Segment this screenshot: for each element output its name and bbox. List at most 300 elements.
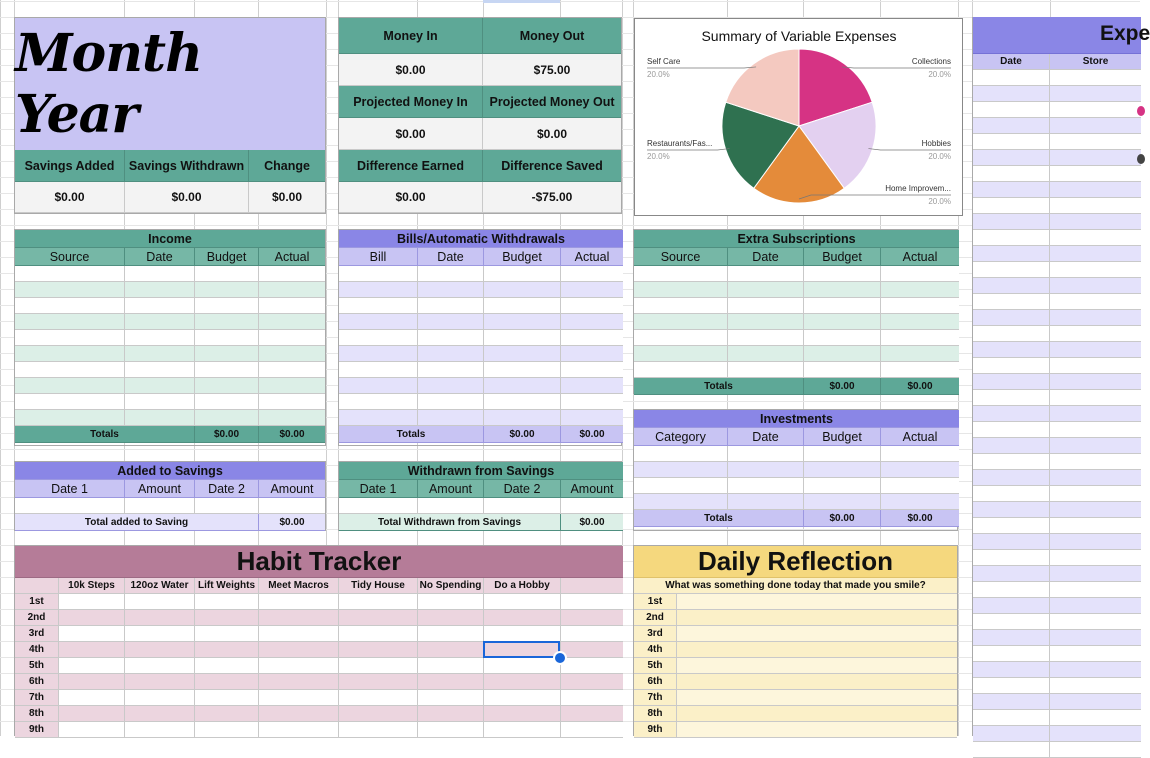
investments-cell[interactable] (804, 494, 881, 510)
bills-cell[interactable] (339, 314, 418, 330)
expenses-cell[interactable] (1050, 150, 1141, 166)
expenses-cell[interactable] (973, 214, 1050, 230)
selected-cell[interactable] (483, 641, 560, 658)
habit-checkbox-cell[interactable] (59, 690, 125, 706)
bills-cell[interactable] (561, 266, 623, 282)
income-cell[interactable] (195, 298, 259, 314)
added_savings-cell[interactable] (125, 498, 195, 514)
habit-checkbox-cell[interactable] (195, 706, 259, 722)
expenses-cell[interactable] (1050, 694, 1141, 710)
added_savings-total[interactable] (259, 514, 325, 531)
habit-checkbox-cell[interactable] (561, 658, 623, 674)
habit-checkbox-cell[interactable] (259, 674, 339, 690)
subscriptions-cell[interactable] (881, 266, 959, 282)
added_savings-cell[interactable] (195, 498, 259, 514)
bills-cell[interactable] (484, 330, 561, 346)
money-diff-earned[interactable] (339, 182, 483, 213)
subscriptions-cell[interactable] (881, 330, 959, 346)
expenses-cell[interactable] (973, 662, 1050, 678)
expenses-cell[interactable] (973, 598, 1050, 614)
habit-checkbox-cell[interactable] (418, 658, 484, 674)
subscriptions-total-budget[interactable] (804, 378, 881, 395)
income-cell[interactable] (259, 362, 325, 378)
habit-checkbox-cell[interactable] (484, 690, 561, 706)
reflection-entry-cell[interactable] (677, 722, 957, 738)
expenses-cell[interactable] (973, 150, 1050, 166)
subscriptions-cell[interactable] (728, 346, 804, 362)
expenses-cell[interactable] (1050, 566, 1141, 582)
income-cell[interactable] (195, 330, 259, 346)
withdrawn_savings-cell[interactable] (339, 498, 418, 514)
investments-cell[interactable] (804, 462, 881, 478)
money-diff-saved[interactable] (483, 182, 621, 213)
habit-checkbox-cell[interactable] (561, 690, 623, 706)
reflection-entry-cell[interactable] (677, 642, 957, 658)
subscriptions-cell[interactable] (634, 362, 728, 378)
bills-cell[interactable] (339, 378, 418, 394)
expenses-cell[interactable] (1050, 198, 1141, 214)
expenses-cell[interactable] (1050, 358, 1141, 374)
expenses-cell[interactable] (973, 694, 1050, 710)
expenses-cell[interactable] (1050, 86, 1141, 102)
bills-cell[interactable] (484, 314, 561, 330)
bills-cell[interactable] (561, 346, 623, 362)
expenses-cell[interactable] (1050, 518, 1141, 534)
income-cell[interactable] (259, 394, 325, 410)
subscriptions-cell[interactable] (881, 314, 959, 330)
expenses-cell[interactable] (1050, 118, 1141, 134)
habit-checkbox-cell[interactable] (125, 658, 195, 674)
expenses-cell[interactable] (1050, 550, 1141, 566)
investments-cell[interactable] (881, 478, 959, 494)
expenses-cell[interactable] (1050, 310, 1141, 326)
added_savings-cell[interactable] (15, 498, 125, 514)
expenses-cell[interactable] (973, 294, 1050, 310)
variable-expenses-chart[interactable] (634, 18, 963, 216)
bills-cell[interactable] (418, 298, 484, 314)
investments-cell[interactable] (728, 478, 804, 494)
habit-checkbox-cell[interactable] (125, 690, 195, 706)
withdrawn_savings-total[interactable] (561, 514, 623, 531)
reflection-entry-cell[interactable] (677, 706, 957, 722)
habit-checkbox-cell[interactable] (339, 594, 418, 610)
bills-cell[interactable] (484, 298, 561, 314)
habit-checkbox-cell[interactable] (339, 690, 418, 706)
subscriptions-cell[interactable] (728, 266, 804, 282)
bills-cell[interactable] (418, 266, 484, 282)
habit-checkbox-cell[interactable] (339, 674, 418, 690)
investments-total-actual[interactable] (881, 510, 959, 527)
bills-cell[interactable] (339, 362, 418, 378)
habit-checkbox-cell[interactable] (339, 610, 418, 626)
income-cell[interactable] (259, 298, 325, 314)
expenses-cell[interactable] (1050, 246, 1141, 262)
reflection-entry-cell[interactable] (677, 594, 957, 610)
expenses-cell[interactable] (973, 726, 1050, 742)
habit-checkbox-cell[interactable] (418, 594, 484, 610)
habit-checkbox-cell[interactable] (259, 690, 339, 706)
habit-checkbox-cell[interactable] (59, 706, 125, 722)
habit-checkbox-cell[interactable] (259, 594, 339, 610)
expenses-cell[interactable] (1050, 438, 1141, 454)
income-cell[interactable] (195, 282, 259, 298)
subscriptions-cell[interactable] (804, 330, 881, 346)
income-cell[interactable] (125, 378, 195, 394)
expenses-cell[interactable] (1050, 454, 1141, 470)
habit-checkbox-cell[interactable] (418, 722, 484, 738)
habit-checkbox-cell[interactable] (418, 674, 484, 690)
habit-checkbox-cell[interactable] (484, 674, 561, 690)
expenses-cell[interactable] (1050, 182, 1141, 198)
subscriptions-cell[interactable] (804, 298, 881, 314)
bills-cell[interactable] (339, 298, 418, 314)
habit-checkbox-cell[interactable] (59, 594, 125, 610)
investments-cell[interactable] (881, 446, 959, 462)
habit-checkbox-cell[interactable] (195, 674, 259, 690)
expenses-cell[interactable] (973, 326, 1050, 342)
dropdown-chip-icon[interactable] (1137, 154, 1145, 164)
bills-cell[interactable] (418, 346, 484, 362)
habit-checkbox-cell[interactable] (125, 706, 195, 722)
subscriptions-cell[interactable] (728, 298, 804, 314)
bills-cell[interactable] (484, 266, 561, 282)
income-cell[interactable] (259, 378, 325, 394)
subscriptions-cell[interactable] (804, 314, 881, 330)
added_savings-cell[interactable] (259, 498, 325, 514)
reflection-entry-cell[interactable] (677, 674, 957, 690)
bills-cell[interactable] (484, 394, 561, 410)
expenses-cell[interactable] (1050, 486, 1141, 502)
income-cell[interactable] (15, 394, 125, 410)
dropdown-chip-icon[interactable] (1137, 106, 1145, 116)
income-cell[interactable] (125, 266, 195, 282)
bills-cell[interactable] (339, 410, 418, 426)
expenses-cell[interactable] (1050, 742, 1141, 758)
habit-checkbox-cell[interactable] (484, 706, 561, 722)
expenses-cell[interactable] (1050, 134, 1141, 150)
expenses-cell[interactable] (1050, 502, 1141, 518)
income-cell[interactable] (195, 314, 259, 330)
income-cell[interactable] (195, 378, 259, 394)
subscriptions-cell[interactable] (804, 282, 881, 298)
habit-checkbox-cell[interactable] (125, 674, 195, 690)
habit-checkbox-cell[interactable] (259, 722, 339, 738)
income-cell[interactable] (259, 330, 325, 346)
income-cell[interactable] (125, 330, 195, 346)
bills-total-actual[interactable] (561, 426, 623, 443)
expenses-cell[interactable] (973, 486, 1050, 502)
investments-cell[interactable] (728, 446, 804, 462)
habit-checkbox-cell[interactable] (484, 610, 561, 626)
income-cell[interactable] (259, 282, 325, 298)
income-cell[interactable] (125, 282, 195, 298)
expenses-cell[interactable] (973, 86, 1050, 102)
habit-checkbox-cell[interactable] (125, 722, 195, 738)
bills-cell[interactable] (561, 362, 623, 378)
investments-cell[interactable] (728, 462, 804, 478)
bills-cell[interactable] (484, 362, 561, 378)
subscriptions-total-actual[interactable] (881, 378, 959, 395)
habit-checkbox-cell[interactable] (195, 594, 259, 610)
subscriptions-cell[interactable] (728, 282, 804, 298)
bills-cell[interactable] (418, 362, 484, 378)
habit-checkbox-cell[interactable] (418, 706, 484, 722)
bills-cell[interactable] (418, 282, 484, 298)
expenses-cell[interactable] (1050, 614, 1141, 630)
expenses-cell[interactable] (1050, 294, 1141, 310)
habit-checkbox-cell[interactable] (561, 722, 623, 738)
bills-cell[interactable] (484, 378, 561, 394)
habit-checkbox-cell[interactable] (561, 626, 623, 642)
income-cell[interactable] (195, 346, 259, 362)
expenses-cell[interactable] (1050, 726, 1141, 742)
subscriptions-cell[interactable] (881, 346, 959, 362)
expenses-cell[interactable] (1050, 70, 1141, 86)
habit-checkbox-cell[interactable] (125, 626, 195, 642)
bills-cell[interactable] (339, 394, 418, 410)
expenses-cell[interactable] (973, 118, 1050, 134)
bills-cell[interactable] (561, 378, 623, 394)
investments-cell[interactable] (634, 462, 728, 478)
expenses-cell[interactable] (1050, 102, 1141, 118)
expenses-cell[interactable] (1050, 630, 1141, 646)
expenses-cell[interactable] (973, 646, 1050, 662)
investments-cell[interactable] (804, 446, 881, 462)
money-money-out[interactable] (483, 54, 621, 86)
withdrawn_savings-cell[interactable] (561, 498, 623, 514)
habit-checkbox-cell[interactable] (195, 610, 259, 626)
expenses-cell[interactable] (973, 230, 1050, 246)
reflection-entry-cell[interactable] (677, 690, 957, 706)
expenses-cell[interactable] (973, 390, 1050, 406)
savings-value-2[interactable] (249, 182, 325, 213)
expenses-cell[interactable] (973, 566, 1050, 582)
expenses-cell[interactable] (1050, 646, 1141, 662)
habit-checkbox-cell[interactable] (195, 626, 259, 642)
habit-checkbox-cell[interactable] (339, 722, 418, 738)
habit-checkbox-cell[interactable] (259, 706, 339, 722)
expenses-cell[interactable] (973, 166, 1050, 182)
income-cell[interactable] (15, 378, 125, 394)
subscriptions-cell[interactable] (881, 298, 959, 314)
savings-value-0[interactable] (15, 182, 125, 213)
income-cell[interactable] (259, 314, 325, 330)
income-cell[interactable] (125, 362, 195, 378)
expenses-cell[interactable] (973, 422, 1050, 438)
income-cell[interactable] (15, 298, 125, 314)
bills-cell[interactable] (561, 394, 623, 410)
income-cell[interactable] (195, 394, 259, 410)
investments-cell[interactable] (634, 494, 728, 510)
habit-checkbox-cell[interactable] (418, 626, 484, 642)
subscriptions-cell[interactable] (634, 330, 728, 346)
bills-cell[interactable] (339, 282, 418, 298)
expenses-cell[interactable] (973, 710, 1050, 726)
expenses-cell[interactable] (1050, 262, 1141, 278)
expenses-cell[interactable] (1050, 214, 1141, 230)
income-cell[interactable] (259, 346, 325, 362)
expenses-cell[interactable] (973, 182, 1050, 198)
bills-cell[interactable] (561, 314, 623, 330)
expenses-cell[interactable] (973, 406, 1050, 422)
bills-cell[interactable] (484, 410, 561, 426)
habit-checkbox-cell[interactable] (59, 674, 125, 690)
expenses-cell[interactable] (973, 134, 1050, 150)
expenses-cell[interactable] (1050, 374, 1141, 390)
subscriptions-cell[interactable] (804, 346, 881, 362)
habit-checkbox-cell[interactable] (339, 642, 418, 658)
expenses-cell[interactable] (1050, 662, 1141, 678)
expenses-cell[interactable] (973, 454, 1050, 470)
money-money-in[interactable] (339, 54, 483, 86)
habit-checkbox-cell[interactable] (418, 690, 484, 706)
bills-cell[interactable] (561, 330, 623, 346)
habit-checkbox-cell[interactable] (195, 658, 259, 674)
investments-cell[interactable] (881, 494, 959, 510)
habit-checkbox-cell[interactable] (59, 610, 125, 626)
expenses-cell[interactable] (973, 470, 1050, 486)
habit-checkbox-cell[interactable] (125, 610, 195, 626)
withdrawn_savings-cell[interactable] (418, 498, 484, 514)
month-year-title-cell[interactable] (15, 18, 325, 150)
expenses-cell[interactable] (973, 678, 1050, 694)
investments-cell[interactable] (804, 478, 881, 494)
bills-cell[interactable] (339, 346, 418, 362)
income-cell[interactable] (125, 346, 195, 362)
expenses-cell[interactable] (1050, 598, 1141, 614)
expenses-cell[interactable] (1050, 678, 1141, 694)
expenses-cell[interactable] (973, 278, 1050, 294)
income-cell[interactable] (125, 394, 195, 410)
expenses-cell[interactable] (973, 342, 1050, 358)
bills-cell[interactable] (561, 410, 623, 426)
expenses-cell[interactable] (1050, 710, 1141, 726)
expenses-cell[interactable] (973, 550, 1050, 566)
habit-checkbox-cell[interactable] (561, 594, 623, 610)
subscriptions-cell[interactable] (728, 314, 804, 330)
income-total-budget[interactable] (195, 426, 259, 443)
expenses-cell[interactable] (973, 534, 1050, 550)
habit-checkbox-cell[interactable] (59, 642, 125, 658)
habit-checkbox-cell[interactable] (561, 706, 623, 722)
investments-cell[interactable] (881, 462, 959, 478)
subscriptions-cell[interactable] (634, 314, 728, 330)
expenses-cell[interactable] (1050, 326, 1141, 342)
expenses-cell[interactable] (973, 358, 1050, 374)
expenses-cell[interactable] (1050, 406, 1141, 422)
expenses-cell[interactable] (973, 630, 1050, 646)
bills-cell[interactable] (418, 314, 484, 330)
expenses-cell[interactable] (973, 246, 1050, 262)
expenses-cell[interactable] (1050, 390, 1141, 406)
habit-checkbox-cell[interactable] (339, 626, 418, 642)
expenses-cell[interactable] (1050, 230, 1141, 246)
habit-checkbox-cell[interactable] (561, 642, 623, 658)
habit-checkbox-cell[interactable] (59, 722, 125, 738)
habit-checkbox-cell[interactable] (484, 594, 561, 610)
expenses-cell[interactable] (973, 198, 1050, 214)
investments-cell[interactable] (728, 494, 804, 510)
expenses-cell[interactable] (973, 502, 1050, 518)
subscriptions-cell[interactable] (634, 282, 728, 298)
bills-cell[interactable] (339, 330, 418, 346)
money-proj-out[interactable] (483, 118, 621, 150)
habit-checkbox-cell[interactable] (259, 626, 339, 642)
habit-checkbox-cell[interactable] (195, 690, 259, 706)
habit-checkbox-cell[interactable] (259, 610, 339, 626)
bills-cell[interactable] (418, 330, 484, 346)
income-cell[interactable] (195, 266, 259, 282)
expenses-cell[interactable] (973, 70, 1050, 86)
income-cell[interactable] (15, 346, 125, 362)
habit-checkbox-cell[interactable] (484, 658, 561, 674)
expenses-cell[interactable] (973, 262, 1050, 278)
savings-value-1[interactable] (125, 182, 249, 213)
bills-cell[interactable] (418, 378, 484, 394)
money-proj-in[interactable] (339, 118, 483, 150)
income-cell[interactable] (195, 410, 259, 426)
income-cell[interactable] (259, 266, 325, 282)
expenses-cell[interactable] (1050, 342, 1141, 358)
subscriptions-cell[interactable] (634, 266, 728, 282)
habit-checkbox-cell[interactable] (195, 722, 259, 738)
subscriptions-cell[interactable] (728, 330, 804, 346)
income-cell[interactable] (15, 314, 125, 330)
income-cell[interactable] (259, 410, 325, 426)
bills-cell[interactable] (339, 266, 418, 282)
subscriptions-cell[interactable] (881, 362, 959, 378)
habit-checkbox-cell[interactable] (125, 594, 195, 610)
expenses-cell[interactable] (973, 438, 1050, 454)
expenses-cell[interactable] (973, 614, 1050, 630)
income-cell[interactable] (15, 410, 125, 426)
habit-checkbox-cell[interactable] (195, 642, 259, 658)
income-cell[interactable] (15, 330, 125, 346)
income-cell[interactable] (125, 314, 195, 330)
subscriptions-cell[interactable] (881, 282, 959, 298)
expenses-cell[interactable] (1050, 470, 1141, 486)
subscriptions-cell[interactable] (804, 362, 881, 378)
income-cell[interactable] (125, 298, 195, 314)
expenses-cell[interactable] (1050, 278, 1141, 294)
income-cell[interactable] (195, 362, 259, 378)
habit-checkbox-cell[interactable] (561, 610, 623, 626)
subscriptions-cell[interactable] (804, 266, 881, 282)
investments-cell[interactable] (634, 478, 728, 494)
habit-checkbox-cell[interactable] (59, 626, 125, 642)
expenses-cell[interactable] (1050, 166, 1141, 182)
bills-cell[interactable] (418, 410, 484, 426)
income-total-actual[interactable] (259, 426, 325, 443)
withdrawn_savings-cell[interactable] (484, 498, 561, 514)
habit-checkbox-cell[interactable] (484, 626, 561, 642)
expenses-cell[interactable] (973, 102, 1050, 118)
habit-checkbox-cell[interactable] (418, 610, 484, 626)
fill-handle[interactable] (553, 651, 567, 665)
habit-checkbox-cell[interactable] (339, 706, 418, 722)
subscriptions-cell[interactable] (728, 362, 804, 378)
income-cell[interactable] (15, 362, 125, 378)
reflection-entry-cell[interactable] (677, 658, 957, 674)
expenses-cell[interactable] (973, 310, 1050, 326)
income-cell[interactable] (125, 410, 195, 426)
habit-checkbox-cell[interactable] (484, 722, 561, 738)
habit-checkbox-cell[interactable] (418, 642, 484, 658)
expenses-cell[interactable] (1050, 582, 1141, 598)
habit-checkbox-cell[interactable] (561, 674, 623, 690)
income-cell[interactable] (15, 282, 125, 298)
expenses-cell[interactable] (973, 374, 1050, 390)
